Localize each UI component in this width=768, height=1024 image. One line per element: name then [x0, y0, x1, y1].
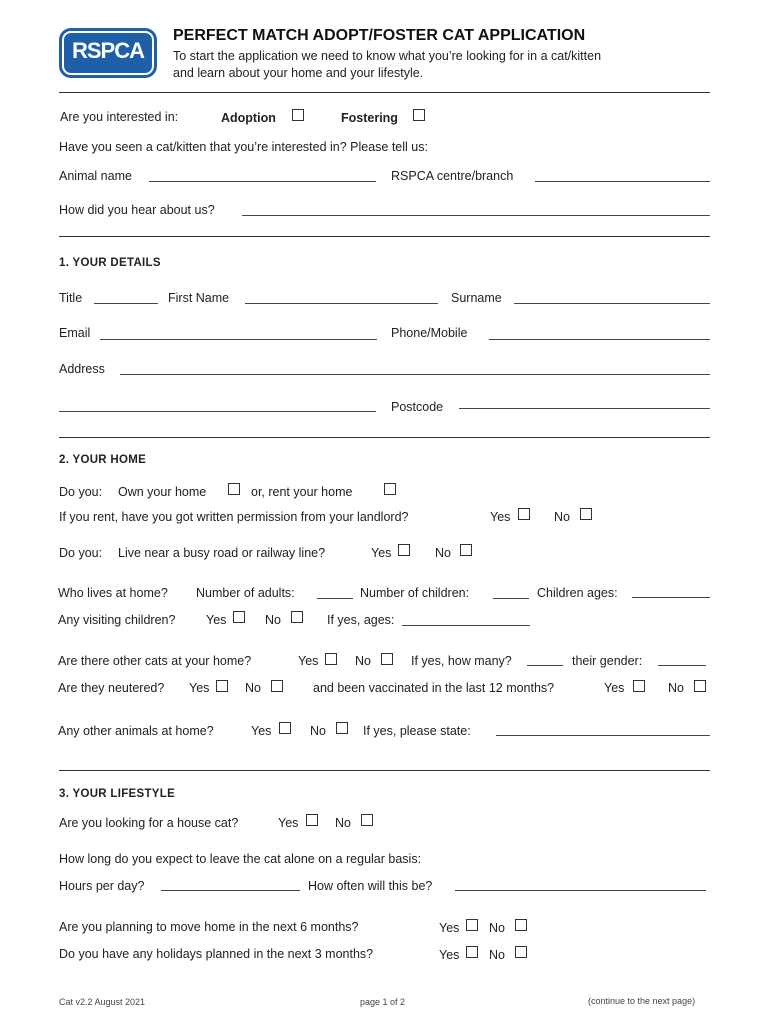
animal-name-label: Animal name [59, 169, 132, 183]
surname-field[interactable] [514, 303, 710, 304]
other-animals-field[interactable] [496, 735, 710, 736]
holidays-no-checkbox[interactable] [515, 946, 527, 958]
how-often-field[interactable] [455, 890, 706, 891]
section-heading-details: 1. YOUR DETAILS [59, 257, 161, 269]
landlord-no-label: No [554, 510, 570, 524]
landlord-label: If you rent, have you got written permission from your landlord? [59, 510, 409, 524]
phone-label: Phone/Mobile [391, 326, 468, 340]
logo-text: RSPCA [71, 38, 144, 63]
footer-version: Cat v2.2 August 2021 [59, 997, 146, 1007]
children-ages-label: Children ages: [537, 586, 618, 600]
do-you-label: Do you: [59, 546, 103, 560]
neutered-no-checkbox[interactable] [271, 680, 283, 692]
holidays-label: Do you have any holidays planned in the next 3 months? [59, 947, 374, 961]
other-animals-label: Any other animals at home? [58, 724, 214, 738]
landlord-no-checkbox[interactable] [580, 508, 592, 520]
section-heading-home: 2. YOUR HOME [59, 454, 147, 466]
children-field[interactable] [493, 598, 529, 599]
neutered-yes-checkbox[interactable] [216, 680, 228, 692]
who-lives-label: Who lives at home? [58, 586, 168, 600]
how-often-label: How often will this be? [308, 879, 433, 893]
move-no-checkbox[interactable] [515, 919, 527, 931]
other-animals-yes-label: Yes [251, 724, 272, 738]
move-yes-checkbox[interactable] [466, 919, 478, 931]
gender-label: their gender: [572, 654, 643, 668]
busy-road-no-label: No [435, 546, 451, 560]
hours-label: Hours per day? [59, 879, 145, 893]
own-home-checkbox[interactable] [228, 483, 240, 495]
adoption-label: Adoption [221, 111, 276, 125]
first-name-field[interactable] [245, 303, 438, 304]
children-label: Number of children: [360, 586, 470, 600]
other-animals-no-label: No [310, 724, 326, 738]
neutered-label: Are they neutered? [58, 681, 165, 695]
divider [59, 236, 710, 237]
address-label: Address [59, 362, 105, 376]
busy-road-yes-label: Yes [371, 546, 392, 560]
animal-name-field[interactable] [149, 181, 376, 182]
move-yes-label: Yes [439, 921, 460, 935]
children-ages-field[interactable] [632, 597, 710, 598]
hear-about-field[interactable] [242, 215, 710, 216]
neutered-no-label: No [245, 681, 261, 695]
house-cat-yes-label: Yes [278, 816, 299, 830]
landlord-yes-label: Yes [490, 510, 511, 524]
rspca-logo [59, 28, 157, 78]
form-title: PERFECT MATCH ADOPT/FOSTER CAT APPLICATION [173, 27, 586, 44]
adoption-checkbox[interactable] [292, 109, 304, 121]
busy-road-no-checkbox[interactable] [460, 544, 472, 556]
other-cats-yes-checkbox[interactable] [325, 653, 337, 665]
visiting-ages-field[interactable] [402, 625, 530, 626]
seen-cat-label: Have you seen a cat/kitten that you’re interested in? Please tell us: [59, 140, 428, 154]
holidays-yes-checkbox[interactable] [466, 946, 478, 958]
title-field[interactable] [94, 303, 158, 304]
vaccinated-label: and been vaccinated in the last 12 months? [313, 681, 555, 695]
form-subtitle-line1: To start the application we need to know what you’re looking for in a cat/kitten [173, 49, 602, 63]
vaccinated-no-checkbox[interactable] [694, 680, 706, 692]
postcode-label: Postcode [391, 400, 444, 414]
rent-home-label: or, rent your home [251, 485, 353, 499]
email-label: Email [59, 326, 91, 340]
busy-road-yes-checkbox[interactable] [398, 544, 410, 556]
phone-field[interactable] [489, 339, 710, 340]
other-cats-label: Are there other cats at your home? [58, 654, 252, 668]
postcode-field[interactable] [459, 408, 710, 409]
surname-label: Surname [451, 291, 502, 305]
how-many-field[interactable] [527, 665, 563, 666]
house-cat-yes-checkbox[interactable] [306, 814, 318, 826]
move-home-label: Are you planning to move home in the next 6 months? [59, 920, 359, 934]
please-state-label: If yes, please state: [363, 724, 471, 738]
how-many-label: If yes, how many? [411, 654, 512, 668]
fostering-checkbox[interactable] [413, 109, 425, 121]
visiting-no-checkbox[interactable] [291, 611, 303, 623]
divider [59, 92, 710, 93]
other-cats-yes-label: Yes [298, 654, 319, 668]
visiting-no-label: No [265, 613, 281, 627]
neutered-yes-label: Yes [189, 681, 210, 695]
address-field-line2[interactable] [59, 411, 376, 412]
title-label: Title [59, 291, 83, 305]
divider [59, 437, 710, 438]
section-heading-lifestyle: 3. YOUR LIFESTYLE [59, 788, 176, 800]
move-no-label: No [489, 921, 505, 935]
other-animals-no-checkbox[interactable] [336, 722, 348, 734]
visiting-yes-checkbox[interactable] [233, 611, 245, 623]
centre-label: RSPCA centre/branch [391, 169, 514, 183]
landlord-yes-checkbox[interactable] [518, 508, 530, 520]
rent-home-checkbox[interactable] [384, 483, 396, 495]
email-field[interactable] [100, 339, 377, 340]
house-cat-no-label: No [335, 816, 351, 830]
first-name-label: First Name [168, 291, 230, 305]
alone-label: How long do you expect to leave the cat alone on a regular basis: [59, 852, 422, 866]
vaccinated-yes-checkbox[interactable] [633, 680, 645, 692]
other-cats-no-checkbox[interactable] [381, 653, 393, 665]
own-home-label: Own your home [118, 485, 207, 499]
other-animals-yes-checkbox[interactable] [279, 722, 291, 734]
interested-label: Are you interested in: [60, 110, 179, 124]
adults-field[interactable] [317, 598, 353, 599]
busy-road-label: Live near a busy road or railway line? [118, 546, 326, 560]
if-yes-ages-label: If yes, ages: [327, 613, 395, 627]
hours-field[interactable] [161, 890, 300, 891]
footer-page-number: page 1 of 2 [360, 997, 406, 1007]
form-subtitle-line2: and learn about your home and your lifestyle. [173, 66, 424, 80]
other-cats-no-label: No [355, 654, 371, 668]
divider [59, 770, 710, 771]
house-cat-no-checkbox[interactable] [361, 814, 373, 826]
gender-field[interactable] [658, 665, 706, 666]
visiting-yes-label: Yes [206, 613, 227, 627]
visiting-children-label: Any visiting children? [58, 613, 176, 627]
vaccinated-yes-label: Yes [604, 681, 625, 695]
do-you-label: Do you: [59, 485, 103, 499]
house-cat-label: Are you looking for a house cat? [59, 816, 239, 830]
address-field-line1[interactable] [120, 374, 710, 375]
hear-about-label: How did you hear about us? [59, 203, 215, 217]
footer-continue-note: (continue to the next page) [588, 996, 696, 1006]
vaccinated-no-label: No [668, 681, 684, 695]
centre-field[interactable] [535, 181, 710, 182]
fostering-label: Fostering [341, 111, 398, 125]
holidays-no-label: No [489, 948, 505, 962]
adults-label: Number of adults: [196, 586, 295, 600]
holidays-yes-label: Yes [439, 948, 460, 962]
